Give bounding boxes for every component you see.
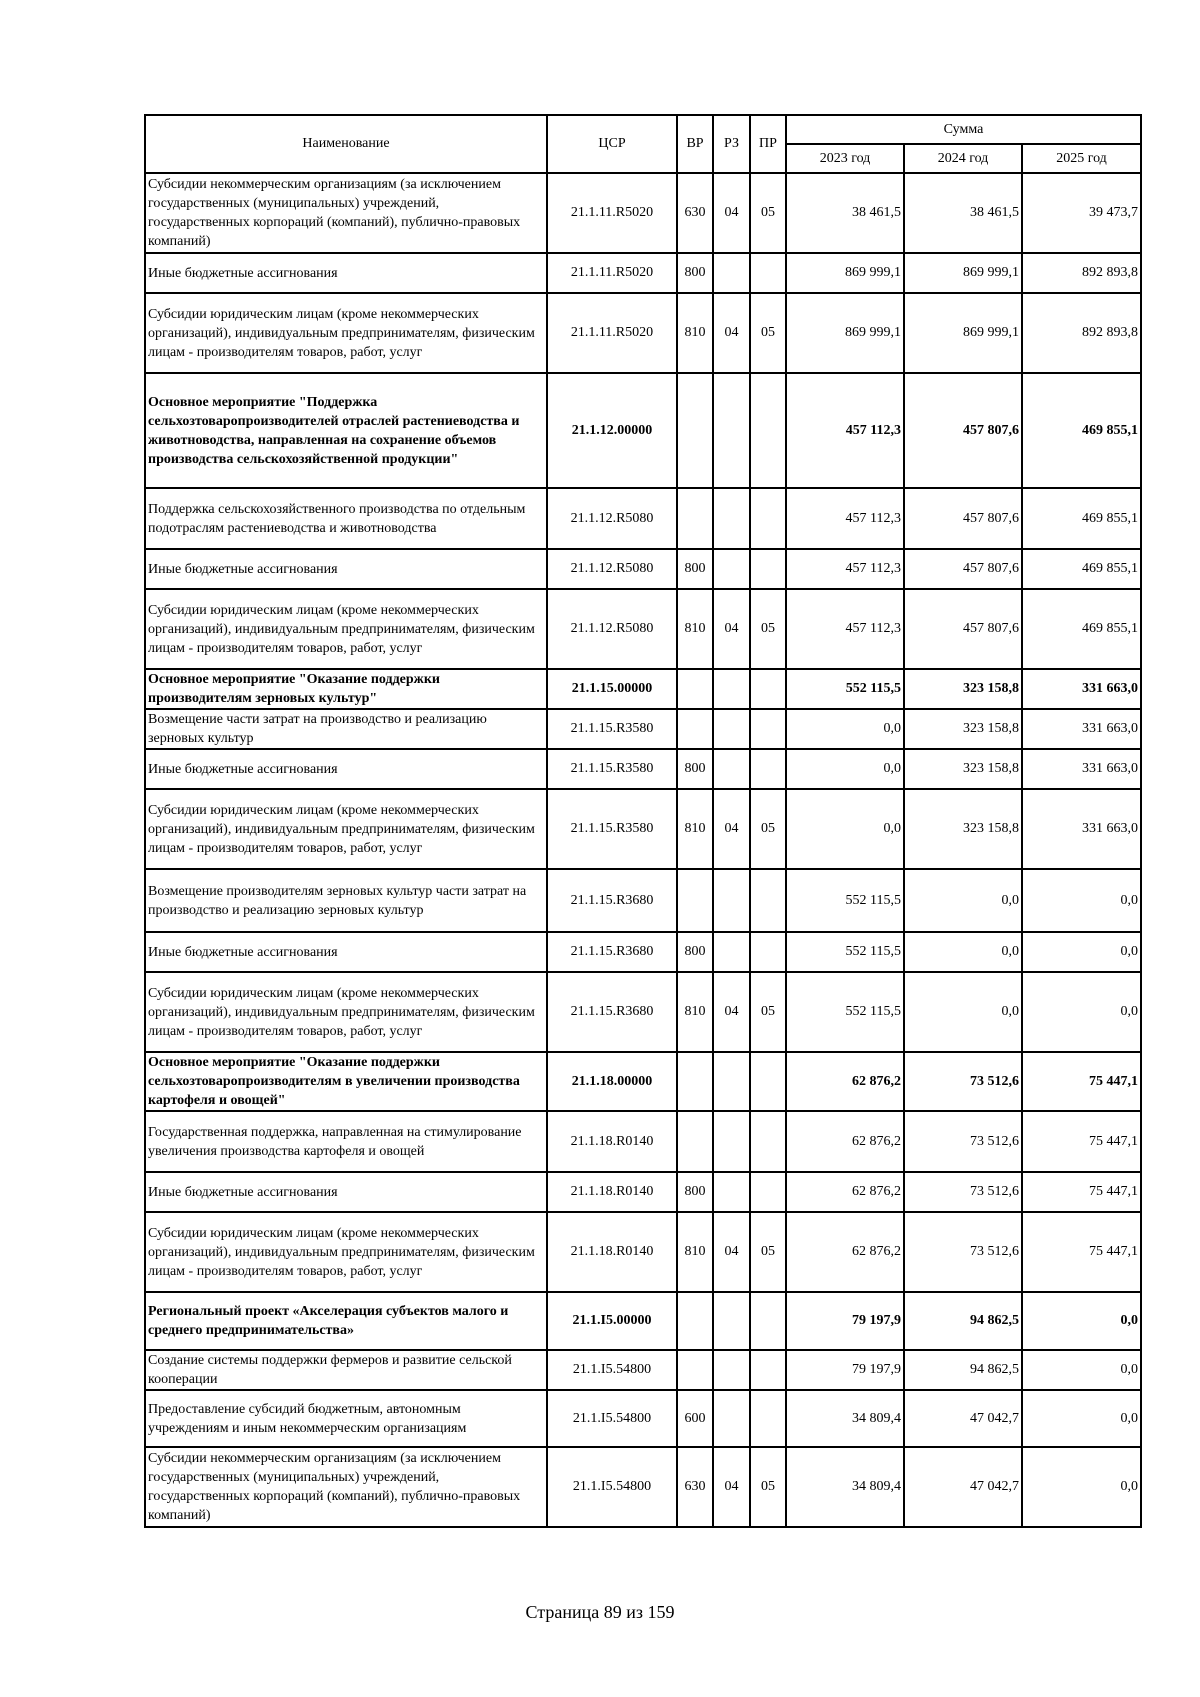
cell-2023: 552 115,5 xyxy=(786,972,904,1052)
cell-2023: 79 197,9 xyxy=(786,1292,904,1350)
cell-2024: 73 512,6 xyxy=(904,1212,1022,1292)
cell-2024: 73 512,6 xyxy=(904,1111,1022,1172)
cell-2024: 869 999,1 xyxy=(904,253,1022,293)
cell-rz xyxy=(713,1172,750,1212)
cell-pr xyxy=(750,373,786,488)
cell-2025: 469 855,1 xyxy=(1022,488,1141,549)
cell-rz: 04 xyxy=(713,589,750,669)
cell-2024: 869 999,1 xyxy=(904,293,1022,373)
cell-vr xyxy=(677,1292,713,1350)
cell-vr xyxy=(677,488,713,549)
cell-name: Субсидии некоммерческим организациям (за исключением государственных (муниципальных) учреждений, государственных корпораций (компаний), публично-правовых компаний) xyxy=(145,1447,547,1527)
table-row xyxy=(145,749,1141,789)
cell-name: Основное мероприятие "Оказание поддержки сельхозтоваропроизводителям в увеличении производства картофеля и овощей" xyxy=(145,1052,547,1111)
cell-rz xyxy=(713,869,750,932)
table-row xyxy=(145,972,1141,1052)
cell-2025: 0,0 xyxy=(1022,1390,1141,1447)
cell-2025: 0,0 xyxy=(1022,1350,1141,1390)
cell-pr: 05 xyxy=(750,789,786,869)
cell-vr: 810 xyxy=(677,293,713,373)
cell-csr: 21.1.I5.00000 xyxy=(547,1292,677,1350)
cell-pr xyxy=(750,253,786,293)
cell-name: Субсидии юридическим лицам (кроме некоммерческих организаций), индивидуальным предпринимателям, физическим лицам - производителям товаров, работ, услуг xyxy=(145,1212,547,1292)
cell-rz xyxy=(713,669,750,709)
col-header-sum: Сумма xyxy=(786,115,1141,144)
cell-pr xyxy=(750,1350,786,1390)
table-row xyxy=(145,789,1141,869)
cell-vr xyxy=(677,1350,713,1390)
cell-rz xyxy=(713,1390,750,1447)
cell-csr: 21.1.11.R5020 xyxy=(547,253,677,293)
cell-2023: 34 809,4 xyxy=(786,1390,904,1447)
cell-rz: 04 xyxy=(713,293,750,373)
cell-2025: 0,0 xyxy=(1022,1447,1141,1527)
cell-pr xyxy=(750,1172,786,1212)
table-row xyxy=(145,1172,1141,1212)
cell-rz xyxy=(713,1111,750,1172)
cell-rz xyxy=(713,488,750,549)
cell-2025: 0,0 xyxy=(1022,869,1141,932)
cell-2025: 75 447,1 xyxy=(1022,1212,1141,1292)
table-row xyxy=(145,173,1141,253)
cell-2025: 469 855,1 xyxy=(1022,549,1141,589)
cell-2024: 323 158,8 xyxy=(904,789,1022,869)
table-body xyxy=(145,173,1141,1527)
cell-name: Субсидии юридическим лицам (кроме некоммерческих организаций), индивидуальным предпринимателям, физическим лицам - производителям товаров, работ, услуг xyxy=(145,789,547,869)
cell-2023: 869 999,1 xyxy=(786,253,904,293)
cell-pr: 05 xyxy=(750,1447,786,1527)
cell-csr: 21.1.12.00000 xyxy=(547,373,677,488)
cell-2024: 47 042,7 xyxy=(904,1390,1022,1447)
table-row xyxy=(145,869,1141,932)
table-row xyxy=(145,932,1141,972)
cell-2024: 73 512,6 xyxy=(904,1172,1022,1212)
cell-2024: 0,0 xyxy=(904,869,1022,932)
cell-vr: 800 xyxy=(677,749,713,789)
cell-2023: 457 112,3 xyxy=(786,589,904,669)
cell-2025: 331 663,0 xyxy=(1022,669,1141,709)
cell-rz xyxy=(713,253,750,293)
cell-vr: 600 xyxy=(677,1390,713,1447)
cell-2024: 323 158,8 xyxy=(904,669,1022,709)
cell-2024: 47 042,7 xyxy=(904,1447,1022,1527)
table-row xyxy=(145,1292,1141,1350)
cell-vr: 800 xyxy=(677,1172,713,1212)
cell-csr: 21.1.I5.54800 xyxy=(547,1350,677,1390)
cell-2025: 0,0 xyxy=(1022,932,1141,972)
cell-2024: 94 862,5 xyxy=(904,1292,1022,1350)
cell-2023: 869 999,1 xyxy=(786,293,904,373)
cell-2025: 39 473,7 xyxy=(1022,173,1141,253)
cell-2023: 62 876,2 xyxy=(786,1052,904,1111)
cell-2024: 457 807,6 xyxy=(904,589,1022,669)
cell-name: Создание системы поддержки фермеров и развитие сельской кооперации xyxy=(145,1350,547,1390)
cell-vr xyxy=(677,669,713,709)
cell-vr xyxy=(677,1052,713,1111)
cell-2025: 469 855,1 xyxy=(1022,373,1141,488)
table-row xyxy=(145,1111,1141,1172)
table-row xyxy=(145,1390,1141,1447)
cell-name: Иные бюджетные ассигнования xyxy=(145,253,547,293)
cell-2025: 0,0 xyxy=(1022,1292,1141,1350)
cell-vr xyxy=(677,869,713,932)
budget-table xyxy=(144,114,1142,1528)
table-row xyxy=(145,549,1141,589)
cell-rz xyxy=(713,549,750,589)
cell-vr xyxy=(677,1111,713,1172)
cell-2024: 73 512,6 xyxy=(904,1052,1022,1111)
col-header-csr: ЦСР xyxy=(547,115,677,173)
cell-csr: 21.1.12.R5080 xyxy=(547,589,677,669)
cell-2024: 457 807,6 xyxy=(904,549,1022,589)
cell-2024: 0,0 xyxy=(904,932,1022,972)
cell-rz xyxy=(713,373,750,488)
table-row xyxy=(145,488,1141,549)
cell-rz xyxy=(713,1350,750,1390)
table-row xyxy=(145,373,1141,488)
cell-2023: 457 112,3 xyxy=(786,549,904,589)
table-row xyxy=(145,1212,1141,1292)
cell-2024: 457 807,6 xyxy=(904,488,1022,549)
cell-name: Субсидии юридическим лицам (кроме некоммерческих организаций), индивидуальным предпринимателям, физическим лицам - производителям товаров, работ, услуг xyxy=(145,972,547,1052)
cell-csr: 21.1.18.R0140 xyxy=(547,1172,677,1212)
cell-rz xyxy=(713,749,750,789)
cell-pr xyxy=(750,709,786,749)
cell-pr xyxy=(750,932,786,972)
cell-rz: 04 xyxy=(713,1447,750,1527)
cell-2024: 38 461,5 xyxy=(904,173,1022,253)
cell-2023: 552 115,5 xyxy=(786,932,904,972)
cell-csr: 21.1.15.00000 xyxy=(547,669,677,709)
table-row xyxy=(145,669,1141,709)
cell-2025: 75 447,1 xyxy=(1022,1052,1141,1111)
cell-name: Иные бюджетные ассигнования xyxy=(145,932,547,972)
cell-pr: 05 xyxy=(750,293,786,373)
col-header-vr: ВР xyxy=(677,115,713,173)
table-row xyxy=(145,1447,1141,1527)
cell-vr: 800 xyxy=(677,932,713,972)
cell-2025: 331 663,0 xyxy=(1022,789,1141,869)
cell-2023: 38 461,5 xyxy=(786,173,904,253)
cell-2023: 0,0 xyxy=(786,749,904,789)
cell-2025: 892 893,8 xyxy=(1022,253,1141,293)
cell-rz: 04 xyxy=(713,972,750,1052)
cell-2025: 331 663,0 xyxy=(1022,709,1141,749)
cell-2025: 892 893,8 xyxy=(1022,293,1141,373)
table-row xyxy=(145,253,1141,293)
cell-name: Региональный проект «Акселерация субъектов малого и среднего предпринимательства» xyxy=(145,1292,547,1350)
cell-2023: 0,0 xyxy=(786,789,904,869)
cell-rz xyxy=(713,709,750,749)
cell-name: Возмещение производителям зерновых культур части затрат на производство и реализацию зерновых культур xyxy=(145,869,547,932)
cell-csr: 21.1.18.R0140 xyxy=(547,1212,677,1292)
table-row xyxy=(145,1350,1141,1390)
col-header-2023: 2023 год xyxy=(786,144,904,173)
cell-csr: 21.1.11.R5020 xyxy=(547,293,677,373)
cell-name: Субсидии юридическим лицам (кроме некоммерческих организаций), индивидуальным предпринимателям, физическим лицам - производителям товаров, работ, услуг xyxy=(145,293,547,373)
cell-rz xyxy=(713,1292,750,1350)
cell-2023: 552 115,5 xyxy=(786,669,904,709)
cell-2025: 75 447,1 xyxy=(1022,1111,1141,1172)
col-header-2024: 2024 год xyxy=(904,144,1022,173)
cell-csr: 21.1.15.R3580 xyxy=(547,789,677,869)
cell-csr: 21.1.18.00000 xyxy=(547,1052,677,1111)
cell-2023: 0,0 xyxy=(786,709,904,749)
cell-csr: 21.1.12.R5080 xyxy=(547,488,677,549)
cell-name: Иные бюджетные ассигнования xyxy=(145,1172,547,1212)
cell-csr: 21.1.15.R3680 xyxy=(547,972,677,1052)
cell-vr xyxy=(677,709,713,749)
cell-pr xyxy=(750,1390,786,1447)
cell-csr: 21.1.15.R3580 xyxy=(547,749,677,789)
cell-vr: 810 xyxy=(677,789,713,869)
cell-vr xyxy=(677,373,713,488)
cell-vr: 810 xyxy=(677,1212,713,1292)
col-header-2025: 2025 год xyxy=(1022,144,1141,173)
cell-rz: 04 xyxy=(713,173,750,253)
cell-2023: 552 115,5 xyxy=(786,869,904,932)
cell-rz xyxy=(713,932,750,972)
cell-2024: 0,0 xyxy=(904,972,1022,1052)
cell-2023: 62 876,2 xyxy=(786,1111,904,1172)
cell-pr: 05 xyxy=(750,972,786,1052)
cell-csr: 21.1.18.R0140 xyxy=(547,1111,677,1172)
cell-csr: 21.1.11.R5020 xyxy=(547,173,677,253)
cell-2025: 0,0 xyxy=(1022,972,1141,1052)
cell-name: Предоставление субсидий бюджетным, автономным учреждениям и иным некоммерческим организациям xyxy=(145,1390,547,1447)
cell-2024: 323 158,8 xyxy=(904,709,1022,749)
cell-pr: 05 xyxy=(750,1212,786,1292)
cell-pr xyxy=(750,869,786,932)
page-number: Страница 89 из 159 xyxy=(525,1602,675,1622)
cell-pr xyxy=(750,549,786,589)
col-header-pr: ПР xyxy=(750,115,786,173)
cell-2023: 62 876,2 xyxy=(786,1172,904,1212)
cell-rz: 04 xyxy=(713,789,750,869)
cell-name: Поддержка сельскохозяйственного производства по отдельным подотраслям растениеводства и животноводства xyxy=(145,488,547,549)
cell-2025: 75 447,1 xyxy=(1022,1172,1141,1212)
col-header-name: Наименование xyxy=(145,115,547,173)
cell-pr: 05 xyxy=(750,589,786,669)
cell-2024: 94 862,5 xyxy=(904,1350,1022,1390)
cell-name: Основное мероприятие "Поддержка сельхозтоваропроизводителей отраслей растениеводства и животноводства, направленная на сохранение объемов производства сельскохозяйственной продукции" xyxy=(145,373,547,488)
cell-vr: 810 xyxy=(677,972,713,1052)
cell-pr xyxy=(750,488,786,549)
cell-csr: 21.1.I5.54800 xyxy=(547,1447,677,1527)
cell-name: Возмещение части затрат на производство и реализацию зерновых культур xyxy=(145,709,547,749)
cell-name: Основное мероприятие "Оказание поддержки производителям зерновых культур" xyxy=(145,669,547,709)
cell-pr xyxy=(750,749,786,789)
table-row xyxy=(145,709,1141,749)
cell-vr: 630 xyxy=(677,1447,713,1527)
header-row xyxy=(145,115,1141,144)
cell-vr: 810 xyxy=(677,589,713,669)
cell-name: Иные бюджетные ассигнования xyxy=(145,749,547,789)
table-row xyxy=(145,1052,1141,1111)
cell-name: Субсидии некоммерческим организациям (за исключением государственных (муниципальных) учреждений, государственных корпораций (компаний), публично-правовых компаний) xyxy=(145,173,547,253)
cell-2025: 469 855,1 xyxy=(1022,589,1141,669)
cell-2025: 331 663,0 xyxy=(1022,749,1141,789)
cell-name: Субсидии юридическим лицам (кроме некоммерческих организаций), индивидуальным предпринимателям, физическим лицам - производителям товаров, работ, услуг xyxy=(145,589,547,669)
cell-pr: 05 xyxy=(750,173,786,253)
cell-rz: 04 xyxy=(713,1212,750,1292)
col-header-rz: РЗ xyxy=(713,115,750,173)
cell-2023: 34 809,4 xyxy=(786,1447,904,1527)
cell-2024: 323 158,8 xyxy=(904,749,1022,789)
cell-2023: 457 112,3 xyxy=(786,373,904,488)
cell-name: Государственная поддержка, направленная на стимулирование увеличения производства картофеля и овощей xyxy=(145,1111,547,1172)
cell-pr xyxy=(750,1111,786,1172)
cell-vr: 800 xyxy=(677,549,713,589)
table-row xyxy=(145,293,1141,373)
cell-csr: 21.1.I5.54800 xyxy=(547,1390,677,1447)
cell-pr xyxy=(750,669,786,709)
cell-2023: 79 197,9 xyxy=(786,1350,904,1390)
cell-csr: 21.1.15.R3680 xyxy=(547,869,677,932)
cell-csr: 21.1.15.R3580 xyxy=(547,709,677,749)
table-row xyxy=(145,589,1141,669)
cell-2024: 457 807,6 xyxy=(904,373,1022,488)
cell-pr xyxy=(750,1052,786,1111)
cell-pr xyxy=(750,1292,786,1350)
cell-csr: 21.1.12.R5080 xyxy=(547,549,677,589)
cell-2023: 62 876,2 xyxy=(786,1212,904,1292)
cell-rz xyxy=(713,1052,750,1111)
cell-name: Иные бюджетные ассигнования xyxy=(145,549,547,589)
cell-vr: 630 xyxy=(677,173,713,253)
cell-vr: 800 xyxy=(677,253,713,293)
cell-csr: 21.1.15.R3680 xyxy=(547,932,677,972)
cell-2023: 457 112,3 xyxy=(786,488,904,549)
